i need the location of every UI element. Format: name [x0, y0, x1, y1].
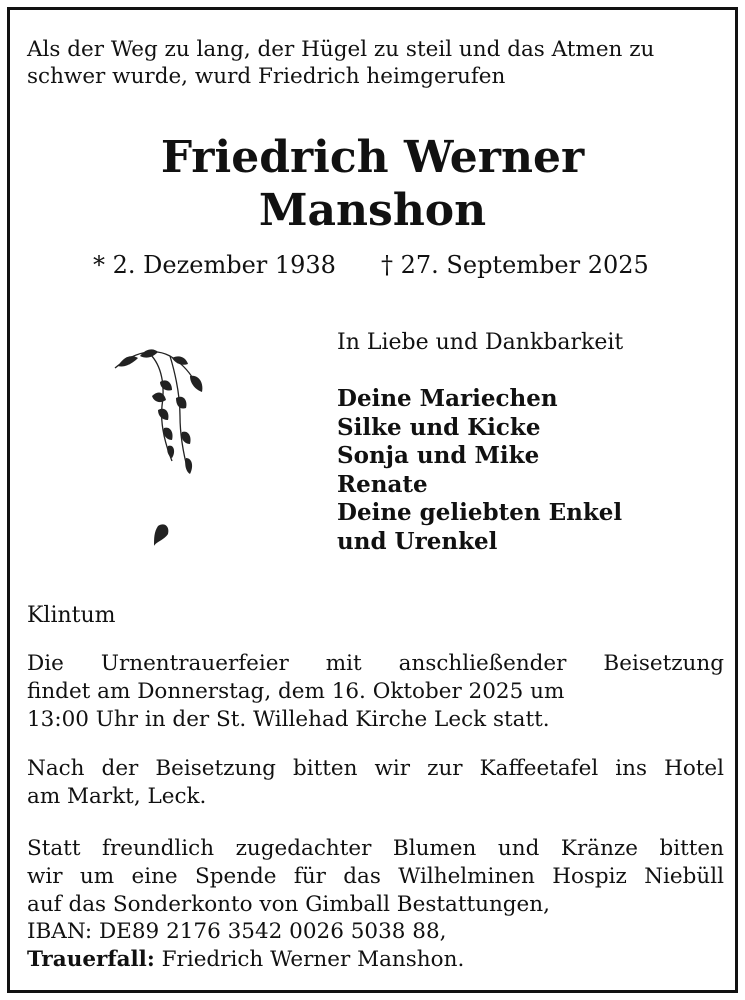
mourner-name: Sonja und Mike — [337, 442, 540, 470]
verse-line-1: Als der Weg zu lang, der Hügel zu steil und das Atmen zu — [27, 37, 655, 62]
deceased-name-line-2: Manshon — [258, 185, 487, 236]
obituary-notice — [7, 7, 738, 993]
donation-line-4: IBAN: DE89 2176 3542 0026 5038 88, — [27, 919, 447, 945]
case-reference-label: Trauerfall: — [27, 947, 155, 973]
verse — [27, 36, 727, 90]
mourners-block — [337, 328, 727, 557]
funeral-line-3: 13:00 Uhr in der St. Willehad Kirche Leck statt. — [27, 706, 550, 732]
deceased-name-line-1: Friedrich Werner — [160, 132, 585, 183]
funeral-details — [27, 650, 724, 733]
mourner-name: Silke und Kicke — [337, 413, 541, 441]
reception-line-1: Nach der Beisetzung bitten wir zur Kaffeetafel ins Hotel — [27, 756, 724, 781]
mourner-name: Deine geliebten Enkel — [337, 499, 623, 527]
death-date: † 27. September 2025 — [381, 251, 649, 279]
funeral-line-2: findet am Donnerstag, dem 16. Oktober 2025 um — [27, 678, 565, 704]
mourner-name: Renate — [337, 470, 428, 498]
birth-date: * 2. Dezember 1938 — [93, 251, 336, 279]
leaf-branch-icon — [110, 346, 220, 556]
reception-line-2: am Markt, Leck. — [27, 783, 207, 809]
funeral-line-1: Die Urnentrauerfeier mit anschließender Beisetzung — [27, 651, 724, 676]
donation-line-2: wir um eine Spende für das Wilhelminen Hospiz Niebüll — [27, 863, 724, 889]
donation-line-1: Statt freundlich zugedachter Blumen und Kränze bitten — [27, 836, 724, 861]
mourner-name: Deine Mariechen — [337, 385, 558, 412]
reception-details — [27, 755, 724, 811]
case-reference — [27, 946, 724, 974]
place: Klintum — [27, 603, 116, 628]
donation-line-3: auf das Sonderkonto von Gimball Bestattungen, — [27, 891, 550, 917]
mourners-intro: In Liebe und Dankbarkeit — [337, 330, 624, 355]
verse-line-2: schwer wurde, wurd Friedrich heimgerufen — [27, 64, 506, 89]
mourners-list — [337, 385, 727, 557]
donation-details — [27, 835, 724, 974]
case-reference-value: Friedrich Werner Manshon. — [154, 947, 465, 973]
mourner-name: und Urenkel — [337, 527, 498, 555]
